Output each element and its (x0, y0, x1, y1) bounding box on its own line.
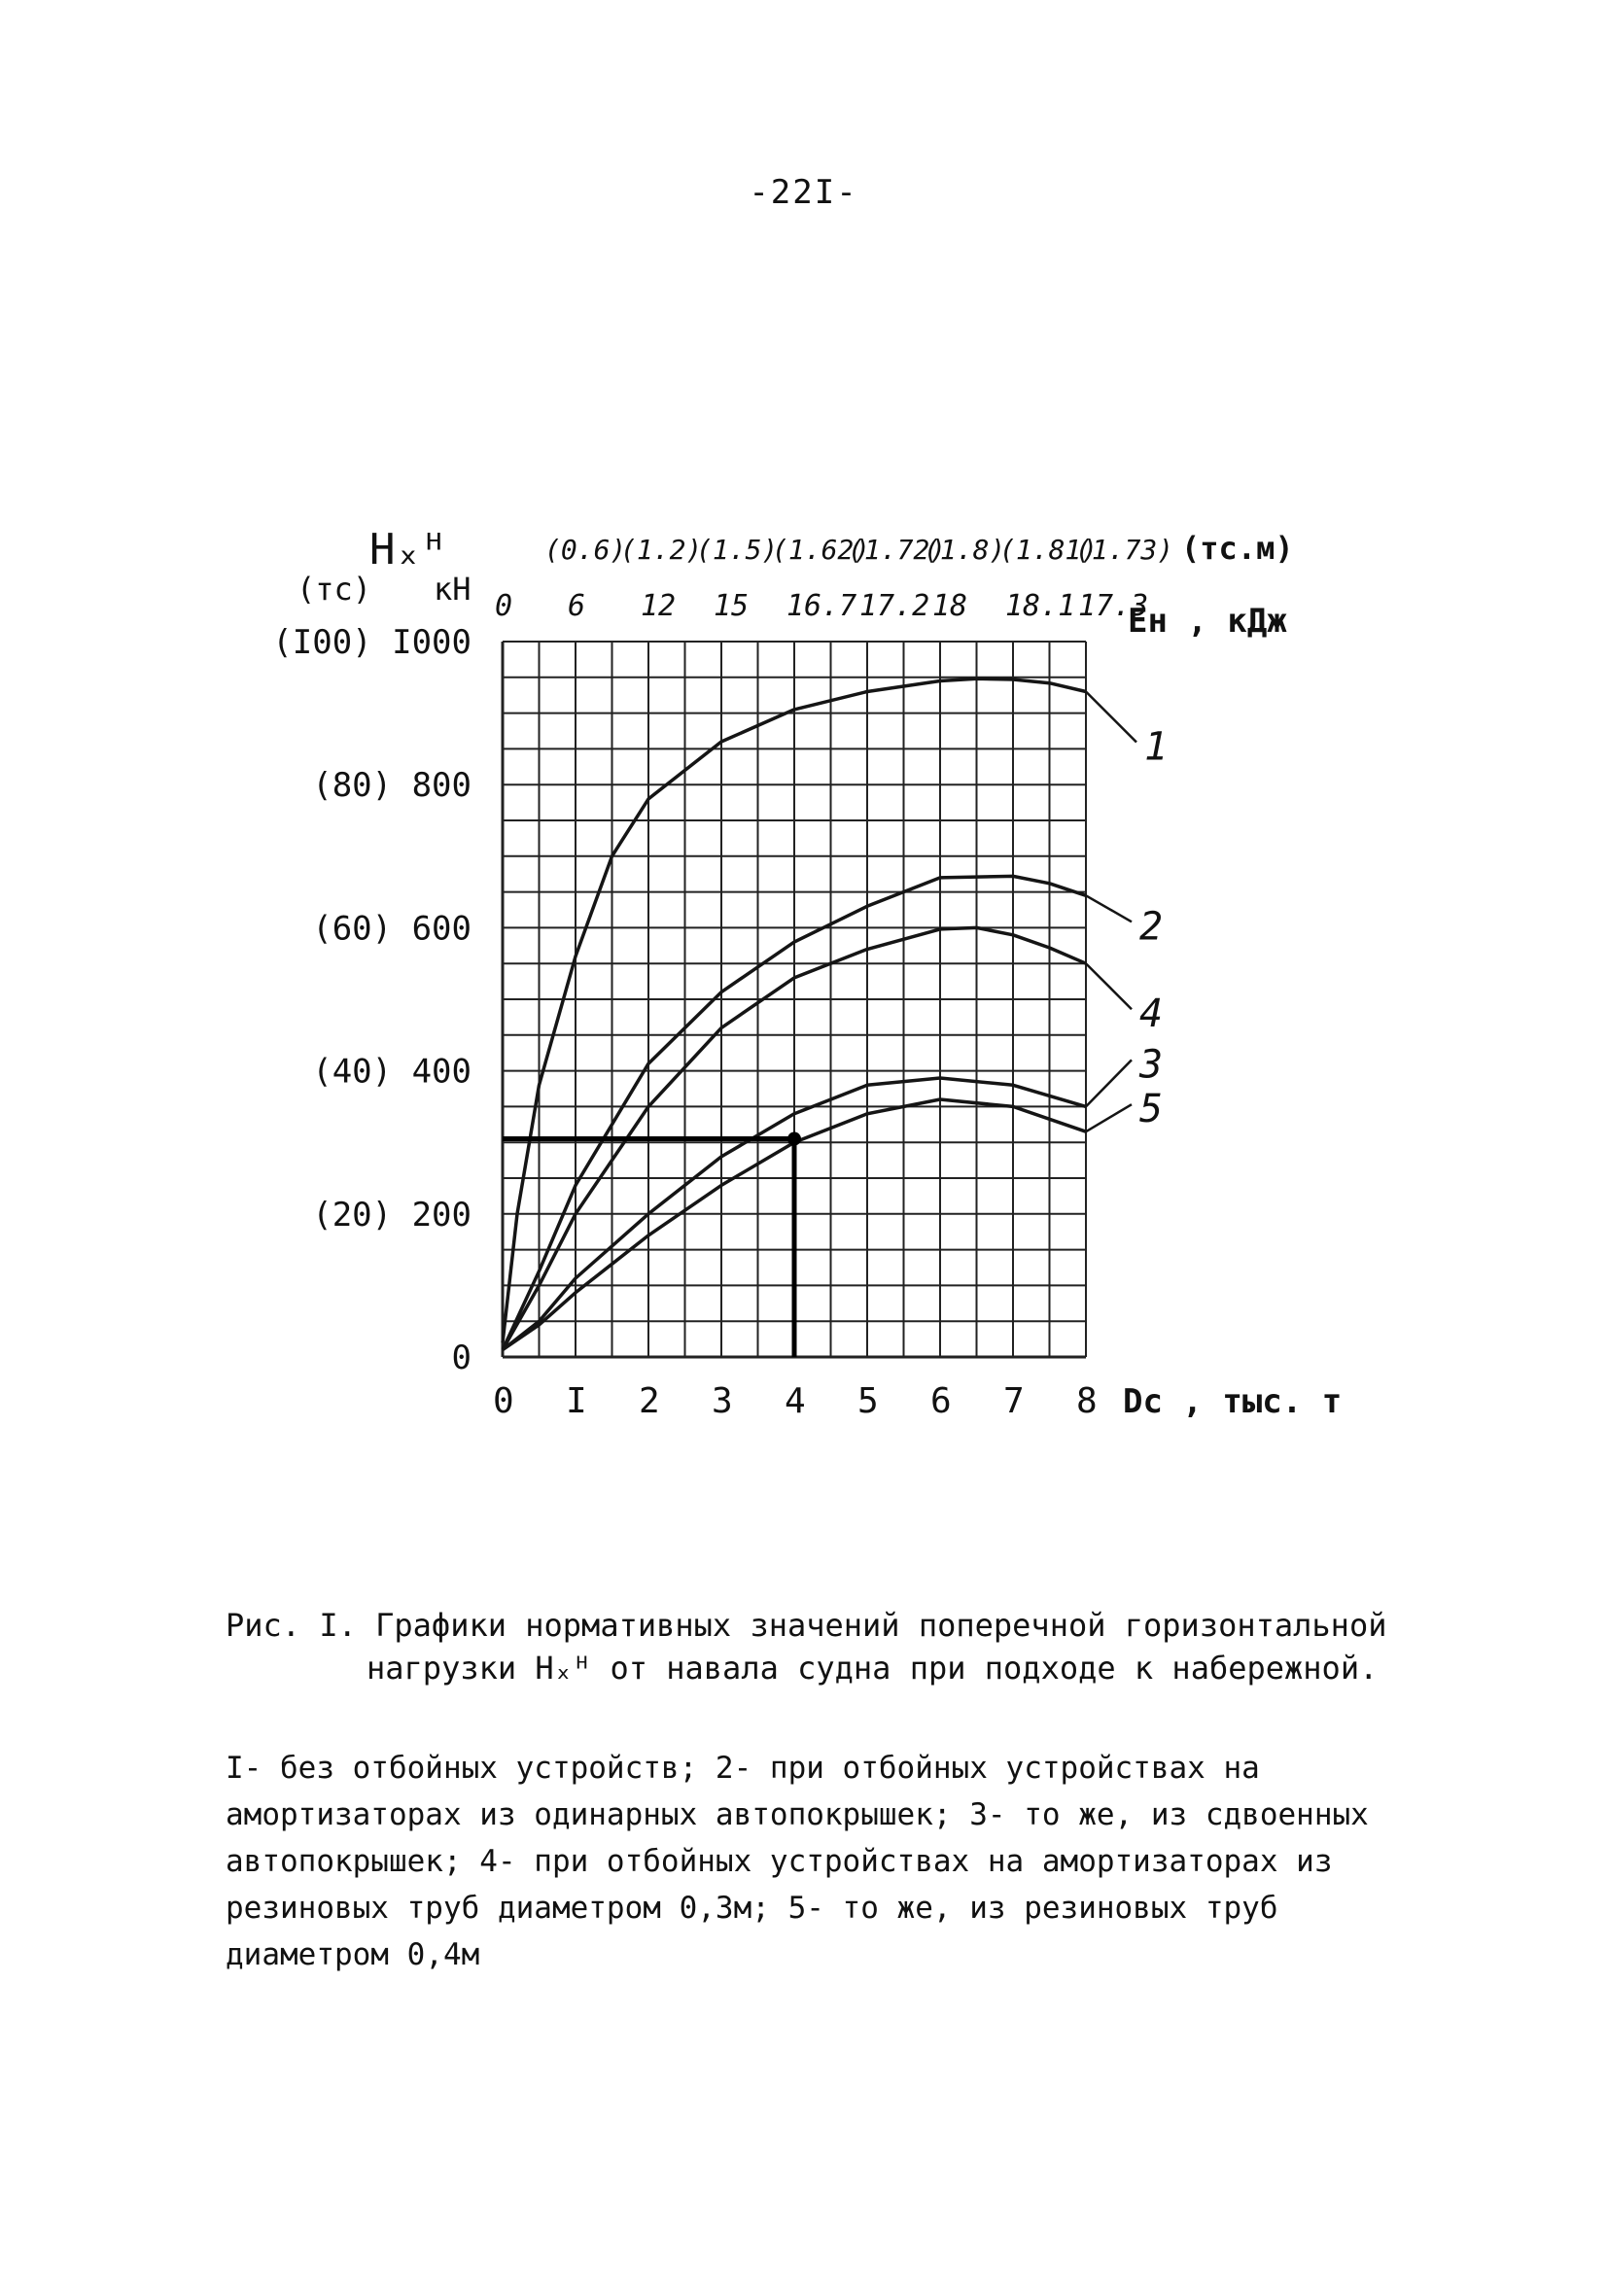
y-axis-unit-kn: кН (434, 571, 472, 608)
top-axis-label-ts: (тс.м) (1181, 530, 1294, 567)
series-label-1: 1 (1144, 724, 1169, 770)
series-leader-5 (1086, 1104, 1132, 1131)
series-label-5: 5 (1139, 1087, 1164, 1132)
top-tick-label-ts: (1.62) (772, 534, 871, 566)
y-tick-label: (40) 400 (312, 1052, 472, 1092)
series-leader-1 (1086, 692, 1136, 743)
y-tick-label: (60) 600 (312, 909, 472, 949)
top-tick-label-kj: 16.7 (786, 589, 857, 623)
x-tick-label: 6 (930, 1381, 952, 1421)
series-label-2: 2 (1139, 904, 1164, 950)
y-tick-label: 0 (451, 1339, 472, 1377)
top-tick-label-ts: (1.5) (696, 534, 779, 566)
series-leader-3 (1086, 1060, 1132, 1106)
y-tick-label: (80) 800 (312, 766, 472, 806)
x-tick-label: 7 (1003, 1381, 1025, 1421)
series-label-3: 3 (1139, 1042, 1164, 1088)
top-tick-label-ts: (1.81) (999, 534, 1099, 566)
page-number: -22I- (749, 173, 858, 212)
x-tick-label: 4 (785, 1381, 806, 1421)
series-leader-4 (1086, 963, 1132, 1009)
y-tick-label: (I00) I000 (272, 623, 472, 662)
top-tick-label-kj: 12 (641, 589, 677, 623)
top-tick-label-ts: (1.2) (620, 534, 703, 566)
y-axis-unit-ts: (тс) (297, 571, 372, 608)
top-tick-label-ts: (1.72) (848, 534, 947, 566)
y-tick-label: (20) 200 (312, 1195, 472, 1235)
top-tick-label-ts: (0.6) (544, 534, 627, 566)
top-tick-label-kj: 17.3 (1078, 589, 1149, 623)
x-tick-label: 0 (493, 1381, 514, 1421)
y-axis-title: Hₓᴴ (369, 525, 447, 574)
x-tick-label: I (566, 1381, 587, 1421)
top-axis-label: Eн , кДж (1128, 602, 1287, 641)
reference-point (787, 1132, 801, 1146)
x-tick-label: 3 (712, 1381, 733, 1421)
top-tick-label-kj: 15 (714, 589, 750, 623)
top-tick-label-kj: 18.1 (1005, 589, 1076, 623)
x-tick-label: 8 (1076, 1381, 1098, 1421)
series-leader-2 (1086, 895, 1132, 922)
top-tick-label-kj: 17.2 (859, 589, 930, 623)
figure-caption (226, 1604, 1412, 1689)
x-axis-label: Dс , тыс. т (1123, 1382, 1343, 1421)
series-label-4: 4 (1139, 991, 1164, 1037)
top-tick-label-ts: (1.73) (1075, 534, 1174, 566)
x-tick-label: 5 (857, 1381, 879, 1421)
caption-line-1: Рис. I. Графики нормативных значений поперечной горизонтальной (226, 1607, 1387, 1644)
x-tick-label: 2 (639, 1381, 660, 1421)
top-tick-label-kj: 6 (568, 589, 586, 623)
caption-line-2: нагрузки Hₓᴴ от навала судна при подходе к набережной. (367, 1650, 1379, 1687)
top-tick-label-kj: 18 (932, 589, 968, 623)
top-tick-label-ts: (1.8) (924, 534, 1006, 566)
top-tick-label-kj: 0 (495, 589, 513, 623)
figure-legend-text: I- без отбойных устройств; 2- при отбойных устройствах на амортизаторах из одинарных автопокрышек; 3- то же, из сдвоенных автопокрышек; 4- при отбойных устройствах на амортизаторах из резиновых труб диаметром 0,3м; 5- то же, из резиновых труб диаметром 0,4м (226, 1751, 1369, 1972)
